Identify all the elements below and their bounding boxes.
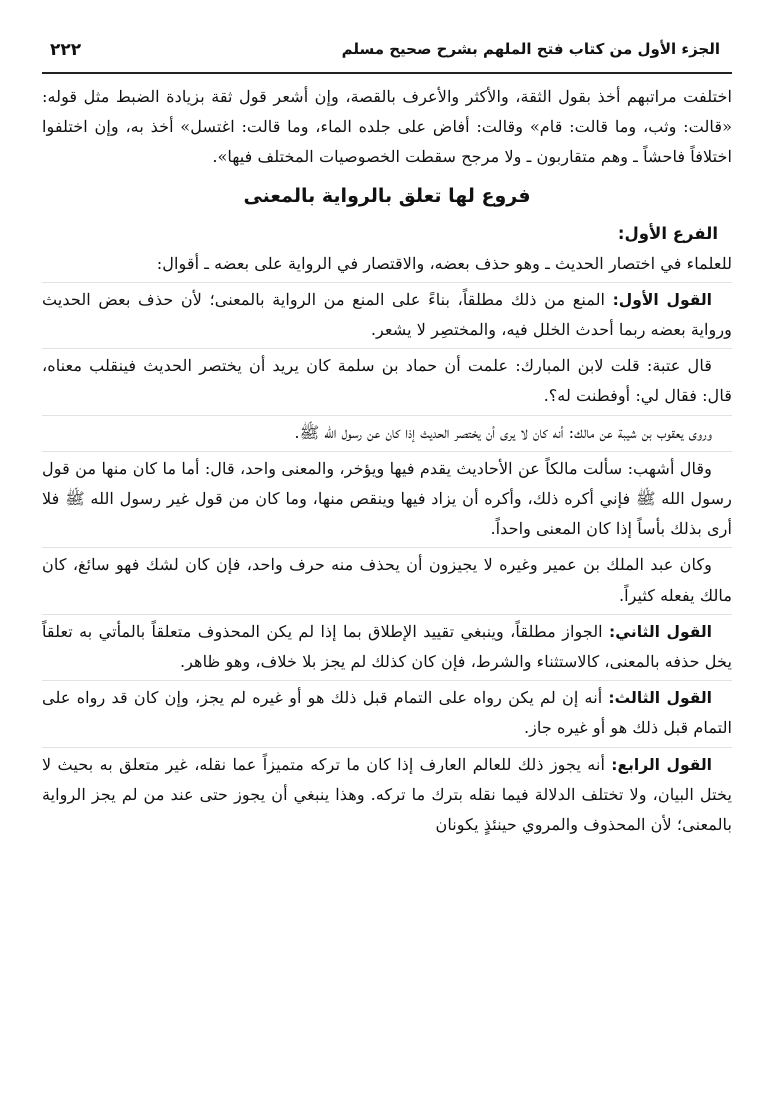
opinion-lead: القول الثالث: bbox=[608, 689, 712, 708]
opinion-lead: القول الثاني: bbox=[609, 622, 712, 641]
opinion-paragraph-2 bbox=[42, 614, 732, 677]
opinion-lead: القول الأول: bbox=[612, 290, 712, 309]
branch-paragraph: للعلماء في اختصار الحديث ـ وهو حذف بعضه، والاقتصار في الرواية على بعضه ـ أقوال: bbox=[156, 253, 732, 273]
page-body bbox=[42, 74, 732, 840]
report-text: وقال أشهب: سألت مالكاً عن الأحاديث يقدم فيها ويؤخر، والمعنى واحد، قال: أما ما كان منها من قول رسول الله ﷺ فإني أكره ذلك، وأكره أن يزاد فيها وينقص منها، وما كان من قول غير رسول الله ﷺ فلا أرى بذلك بأساً إذا كان المعنى واحداً. bbox=[42, 458, 732, 539]
report-text: وكان عبد الملك بن عمير وغيره لا يجيزون أن يحذف منه حرف واحد، فإن كان لشك فهو سائغ، كان مالك يفعله كثيراً. bbox=[42, 555, 732, 605]
header-title: الجزء الأول من كتاب فتح الملهم بشرح صحيح مسلم bbox=[341, 40, 720, 58]
opinion-text: المنع من ذلك مطلقاً، بناءً على المنع من الرواية بالمعنى؛ لأن حذف بعض الحديث ورواية بعضه ربما أحدث الخلل فيه، والمختصِر لا يشعر. bbox=[42, 289, 732, 340]
opinion-text: أنه إن لم يكن رواه على التمام قبل ذلك هو أو غيره لم يجز، وإن كان قد رواه على التمام قبل ذلك هو أو غيره جاز. bbox=[42, 688, 732, 738]
report-paragraph-1 bbox=[42, 348, 732, 411]
report-paragraph-3 bbox=[42, 451, 732, 545]
book-page bbox=[42, 28, 732, 1088]
opinion-paragraph-4 bbox=[42, 747, 732, 841]
report-paragraph-2 bbox=[42, 415, 732, 448]
opinion-paragraph-3 bbox=[42, 680, 732, 743]
report-text: وروى يعقوب بن شيبة عن مالك: أنه كان لا يرى أن يختصر الحديث إذا كان عن رسول الله ﷺ. bbox=[294, 422, 712, 442]
branch-title: الفرع الأول: bbox=[617, 223, 718, 243]
page-number: ٢٢٢ bbox=[50, 40, 82, 60]
running-header bbox=[42, 28, 732, 74]
opinion-paragraph-1 bbox=[42, 282, 732, 345]
opinion-text: أنه يجوز ذلك للعالم العارف إذا كان ما تركه متميزاً عما نقله، غير متعلق به بحيث لا يختل البيان، ولا تختلف الدلالة فيما نقله بترك ما تركه. وهذا ينبغي أن يجوز حتى عند من لم يجز الرواية بالمعنى؛ لأن المحذوف والمروي حينئذٍ يكونان bbox=[42, 754, 732, 835]
opinion-lead: القول الرابع: bbox=[611, 755, 712, 774]
intro-paragraph: اختلفت مراتبهم أخذ بقول الثقة، والأكثر والأعرف بالقصة، وإن أشعر قول ثقة بزيادة الضبط مثل قوله: «قالت: وثب، وما قالت: قام» وقالت: أفاض على جلده الماء، وما قالت: اغتسل» أخذ به، وإن اختلفوا اختلافاً فاحشاً ـ وهم متقاربون ـ ولا مرجح سقطت الخصوصيات المختلف فيها». bbox=[42, 87, 732, 167]
opinion-text: الجواز مطلقاً، وينبغي تقييد الإطلاق بما إذا لم يكن المحذوف متعلقاً بالمأتي به تعلقاً يخل حذفه بالمعنى، كالاستثناء والشرط، فإن كان كذلك لم يجز بلا خلاف، وهو ظاهر. bbox=[42, 621, 732, 672]
report-paragraph-4 bbox=[42, 547, 732, 610]
section-heading: فروع لها تعلق بالرواية بالمعنى bbox=[243, 184, 531, 207]
report-text: قال عتبة: قلت لابن المبارك: علمت أن حماد بن سلمة كان يريد أن يختصر الحديث فينقلب معناه، قال: فقال لي: أوفطنت له؟. bbox=[42, 356, 732, 406]
